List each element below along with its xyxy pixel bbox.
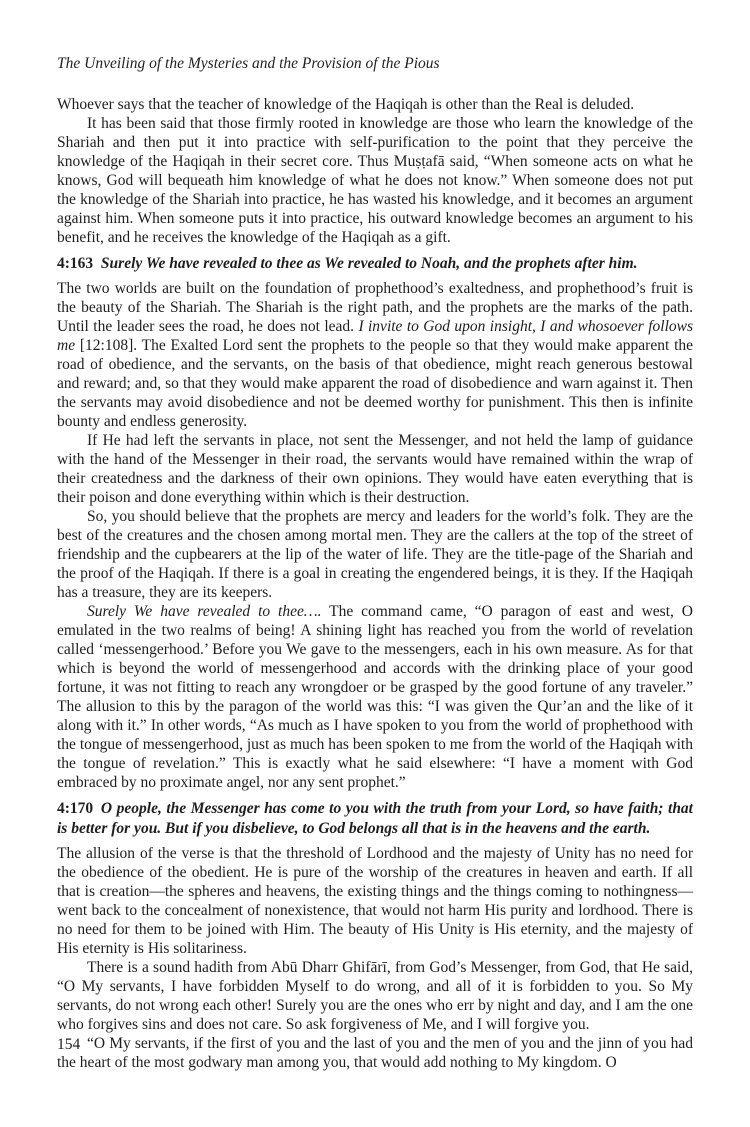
text-run-normal: So, you should believe that the prophets are mercy and leaders for the world’s folk. They are the best of the creatures and the chosen among mortal men. They are the callers at the top of the street of friendship and the cupbearers at the lip of the water of life. They are the title-page of the Shariah and the proof of the Haqiqah. If there is a goal in creating the engendered beings, it is they. If the Haqiqah has a treasure, they are its keepers. [57,508,693,601]
paragraph [57,114,693,247]
text-run-normal: Whoever says that the teacher of knowledge of the Haqiqah is other than the Real is deluded. [57,96,635,113]
paragraph [57,602,693,792]
verse-heading [57,254,693,274]
text-run-normal: “O My servants, if the first of you and the last of you and the men of you and the jinn of you had the heart of the most godwary man among you, that would add nothing to My kingdom. O [57,1035,693,1071]
text-run-bold-italic: O people, the Messenger has come to you with the truth from your Lord, so have faith; that is better for you. But if you disbelieve, to God belongs all that is in the heavens and the earth. [57,800,693,837]
text-run-bold: 4:170 [57,800,101,817]
paragraph [57,507,693,602]
text-run-normal: It has been said that those firmly rooted in knowledge are those who learn the knowledge of the Shariah and then put it into practice with self-purification to the point that they perceive the knowledge of the Haqiqah in their secret core. Thus Muṣṭafā said, “When someone acts on what he knows, God will bequeath him knowledge of what he does not know.” When someone does not put the knowledge of the Shariah into practice, he has wasted his knowledge, and it becomes an argument against him. When someone puts it into practice, his outward knowledge becomes an argument to his benefit, and he receives the knowledge of the Haqiqah as a gift. [57,115,693,246]
running-header: The Unveiling of the Mysteries and the Provision of the Pious [57,55,440,72]
page-number: 154 [57,1036,81,1053]
text-run-italic: I invite to God upon insight, I and whosoever follows me [57,318,693,354]
paragraph [57,95,693,114]
text-run-normal: [12:108]. The Exalted Lord sent the prophets to the people so that they would make apparent the road of obedience, and the servants, on the basis of that obedience, might reach generous bestowal and reward; and, so that they would make apparent the road of disobedience and warn against it. Then the servants may avoid disobedience and not be deemed worthy for punishment. This then is infinite bounty and endless generosity. [57,337,693,430]
text-run-normal: If He had left the servants in place, not sent the Messenger, and not held the lamp of guidance with the hand of the Messenger in their road, the servants would have remained within the wrap of their createdness and the darkness of their own opinions. They would have eaten everything that is their poison and done everything within which is their destruction. [57,432,693,506]
text-run-normal: There is a sound hadith from Abū Dharr Ghifārī, from God’s Messenger, from God, that He said, “O My servants, I have forbidden Myself to do wrong, and all of it is forbidden to you. So My servants, do not wrong each other! Surely you are the ones who err by night and day, and I am the one who forgives sins and does not care. So ask forgiveness of Me, and I will forgive you. [57,959,693,1033]
paragraph [57,431,693,507]
text-run-normal: The allusion of the verse is that the threshold of Lordhood and the majesty of Unity has no need for the obedience of the obedient. He is pure of the worship of the creatures in heaven and earth. If all that is creation—the spheres and heavens, the existing things and the things coming to nothingness—went back to the concealment of nonexistence, that would not harm His purity and lordhood. There is no need for them to be joined with Him. The beauty of His Unity is His eternity, and the majesty of His eternity is His solitariness. [57,845,693,957]
text-run-italic: Surely We have revealed to thee…. [87,603,322,620]
text-run-bold: 4:163 [57,255,101,272]
paragraph [57,1034,693,1072]
paragraph [57,844,693,958]
text-run-normal: The command came, “O paragon of east and west, O emulated in the two realms of being! A shining light has reached you from the world of revelation called ‘messengerhood.’ Before you We gave to the messengers, each in his own measure. As for that which is beyond the world of messengerhood and accords with the drinking place of your good fortune, it was not fitting to reach any wrongdoer or be grasped by the good fortune of any traveler.” The allusion to this by the paragon of the world was this: “I was given the Qur’an and the like of it along with it.” In other words, “As much as I have spoken to you from the world of prophethood with the tongue of messengerhood, just as much has been spoken to me from the world of the Haqiqah with the tongue of revelation.” This is exactly what he said elsewhere: “I have a moment with God embraced by no proximate angel, nor any sent prophet.” [57,603,693,791]
text-run-bold-italic: Surely We have revealed to thee as We revealed to Noah, and the prophets after him. [100,255,638,272]
page-body [57,95,693,1072]
paragraph [57,279,693,431]
paragraph [57,958,693,1034]
text-run-normal: The two worlds are built on the foundation of prophethood’s exaltedness, and prophethood’s fruit is the beauty of the Shariah. The Shariah is the right path, and the prophets are the marks of the path. Until the leader sees the road, he does not lead. [57,280,693,335]
verse-heading [57,799,693,839]
